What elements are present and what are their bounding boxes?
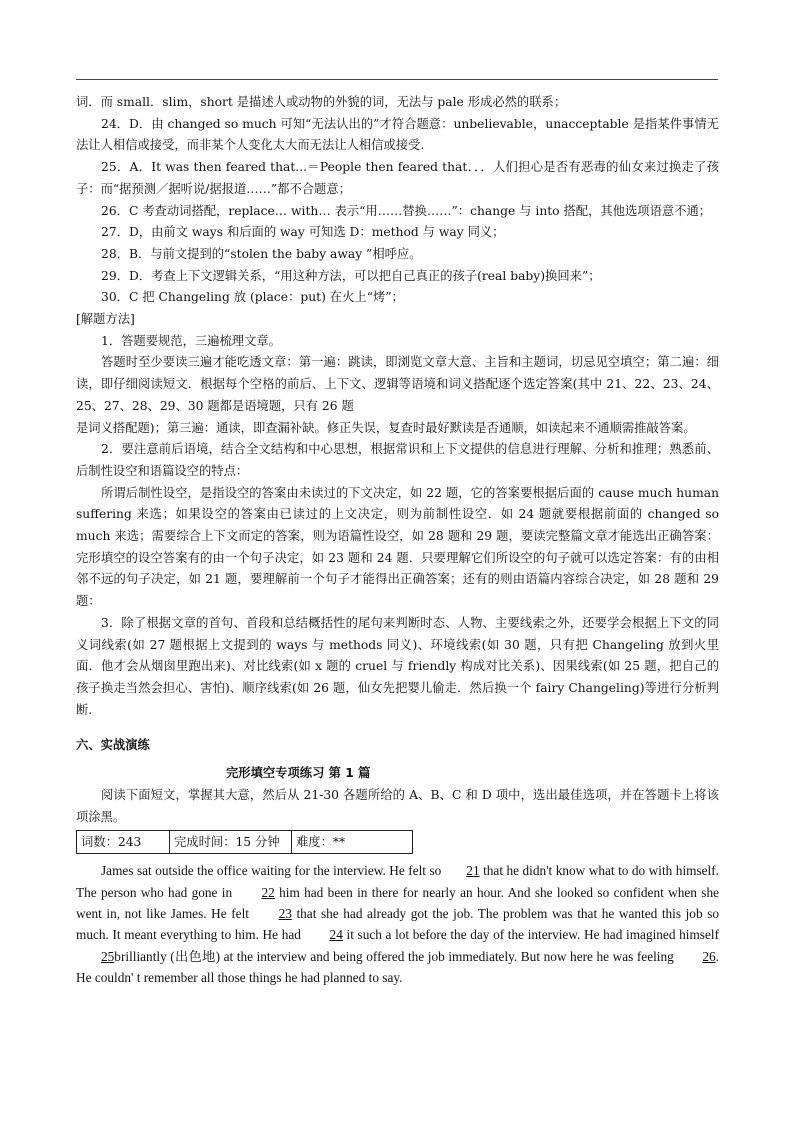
info-table <box>76 830 413 854</box>
answer-line-continued: 词．而 small．slim，short 是描述人或动物的外貌的词，无法与 pale 形成必然的联系； <box>76 95 567 109</box>
passage <box>76 860 719 988</box>
answer-26: 26．C 考查动词搭配，replace… with… 表示“用……替换……”：change 与 into 搭配，其他选项语意不通； <box>101 203 712 218</box>
answer-29: 29．D．考查上下文逻辑关系，“用这种方法，可以把自己真正的孩子(real baby)换回来”； <box>101 268 601 283</box>
passage-text: it such a lot before the day of the interview. He had imagined himself <box>346 927 720 943</box>
answer-24: 24．D．由 changed so much 可知“无法认出的”才符合题意：unbelievable，unacceptable 是指某件事情无法让人相信或接受，而非某个人变化太大而无法让人相信或接受. <box>76 116 719 153</box>
section-title: 六、实战演练 <box>76 738 150 753</box>
method-3: 3．除了根据文章的首句、首段和总结概括性的尾句来判断时态、人物、主要线索之外，还要学会根据上下文的同义词线索(如 27 题根据上文提到的 ways 与 methods 同义)、环境线索(如 30 题，只有把 Changeling 放到火里面．他才会从烟囱里跑出来)、对比线索(如 x 题的 cruel 与 friendly 构成对比关系)、因果线索(如 25 题，把自己的孩子换走当然会担心、害怕)、顺序线索(如 26 题，仙女先把婴儿偷走．然后换一个 fairy Changeling)等进行分析判断. <box>76 615 719 717</box>
answer-28: 28．B．与前文提到的“stolen the baby away ”相呼应。 <box>101 246 422 261</box>
header-rule <box>76 79 718 80</box>
method-1-title: 1．答题要规范，三遍梳理文章。 <box>101 333 281 348</box>
difficulty-cell: 难度：** <box>292 831 413 854</box>
instructions: 阅读下面短文，掌握其大意，然后从 21-30 各题所给的 A、B、C 和 D 项中，选出最佳选项，并在答题卡上将该项涂黑。 <box>76 787 719 824</box>
answer-30: 30．C 把 Changeling 放 (place：put) 在火上“烤”； <box>101 290 404 305</box>
method-1-body-cont: 是词义搭配题)；第三遍：通读，即查漏补缺。修正失误，复查时最好默读是否通顺，如读起来不通顺需推敲答案。 <box>76 420 696 435</box>
answer-27: 27．D，由前文 ways 和后面的 way 可知选 D：method 与 way 同义； <box>101 225 505 240</box>
passage-text: that she had already got the job. The problem was that he wanted this job so much. It meant everything to him. He had <box>76 906 720 943</box>
blank-25: 25 <box>101 948 115 964</box>
passage-text: that he didn't know what to do with himself. The person who had gone in <box>76 863 719 900</box>
passage-text: James sat outside the office waiting for the interview. He felt so <box>101 863 442 879</box>
word-count-cell: 词数：243 <box>77 831 170 854</box>
passage-text: . He couldn' t remember all those things he had planned to say. <box>76 948 719 986</box>
method-2-body: 所谓后制性设空，是指设空的答案由未读过的下文决定，如 22 题，它的答案要根据后面的 cause much human suffering 来选；如果设空的答案由已读过的上文决定，则为前制性设空．如 24 题就要根据前面的 changed so much 来选；需要综合上下文而定的答案，则为语篇性设空，如 28 题和 29 题，要读完整篇文章才能选出正确答案：完形填空的设空答案有的由一个句子决定，如 23 题和 24 题．只要理解它们所设空的句子就可以选定答案：有的由相邻不远的句子决定，如 21 题，要理解前一个句子才能得出正确答案；还有的则由语篇内容综合决定，如 28 题和 29 题： <box>76 485 719 609</box>
method-heading: [解题方法] <box>76 312 135 327</box>
blank-21: 21 <box>466 863 480 879</box>
blank-22: 22 <box>261 884 275 900</box>
time-cell: 完成时间：15 分钟 <box>170 831 292 854</box>
blank-26: 26 <box>702 948 716 964</box>
blank-24: 24 <box>329 927 343 943</box>
exercise-title: 完形填空专项练习 第 1 篇 <box>226 766 371 781</box>
page-content <box>76 92 719 989</box>
passage-text: brilliantly (出色地) at the interview and being offered the job immediately. But now here he was feeling <box>114 948 674 964</box>
answer-25: 25．A．It was then feared that...＝People then feared that．．．人们担心是否有恶毒的仙女来过换走了孩子：而“据预测／据听说/据报道……”都不合题意； <box>76 160 719 196</box>
blank-23: 23 <box>278 906 292 922</box>
method-1-body: 答题时至少要读三遍才能吃透文章：第一遍：跳读，即浏览文章大意、主旨和主题词，切忌见空填空；第二遍：细读，即仔细阅读短文．根据每个空格的前后、上下文、逻辑等语境和词义搭配逐个选定答案(其中 21、22、23、24、25、27、28、29、30 题都是语境题，只有 26 题 <box>76 355 719 413</box>
method-2-title: 2．要注意前后语境，结合全文结构和中心思想，根据常识和上下文提供的信息进行理解、分析和推理；熟悉前、后制性设空和语篇设空的特点： <box>76 442 719 478</box>
passage-text: him had been in there for nearly an hour. And she looked so confident when she went in, not like James. He felt <box>76 884 719 922</box>
